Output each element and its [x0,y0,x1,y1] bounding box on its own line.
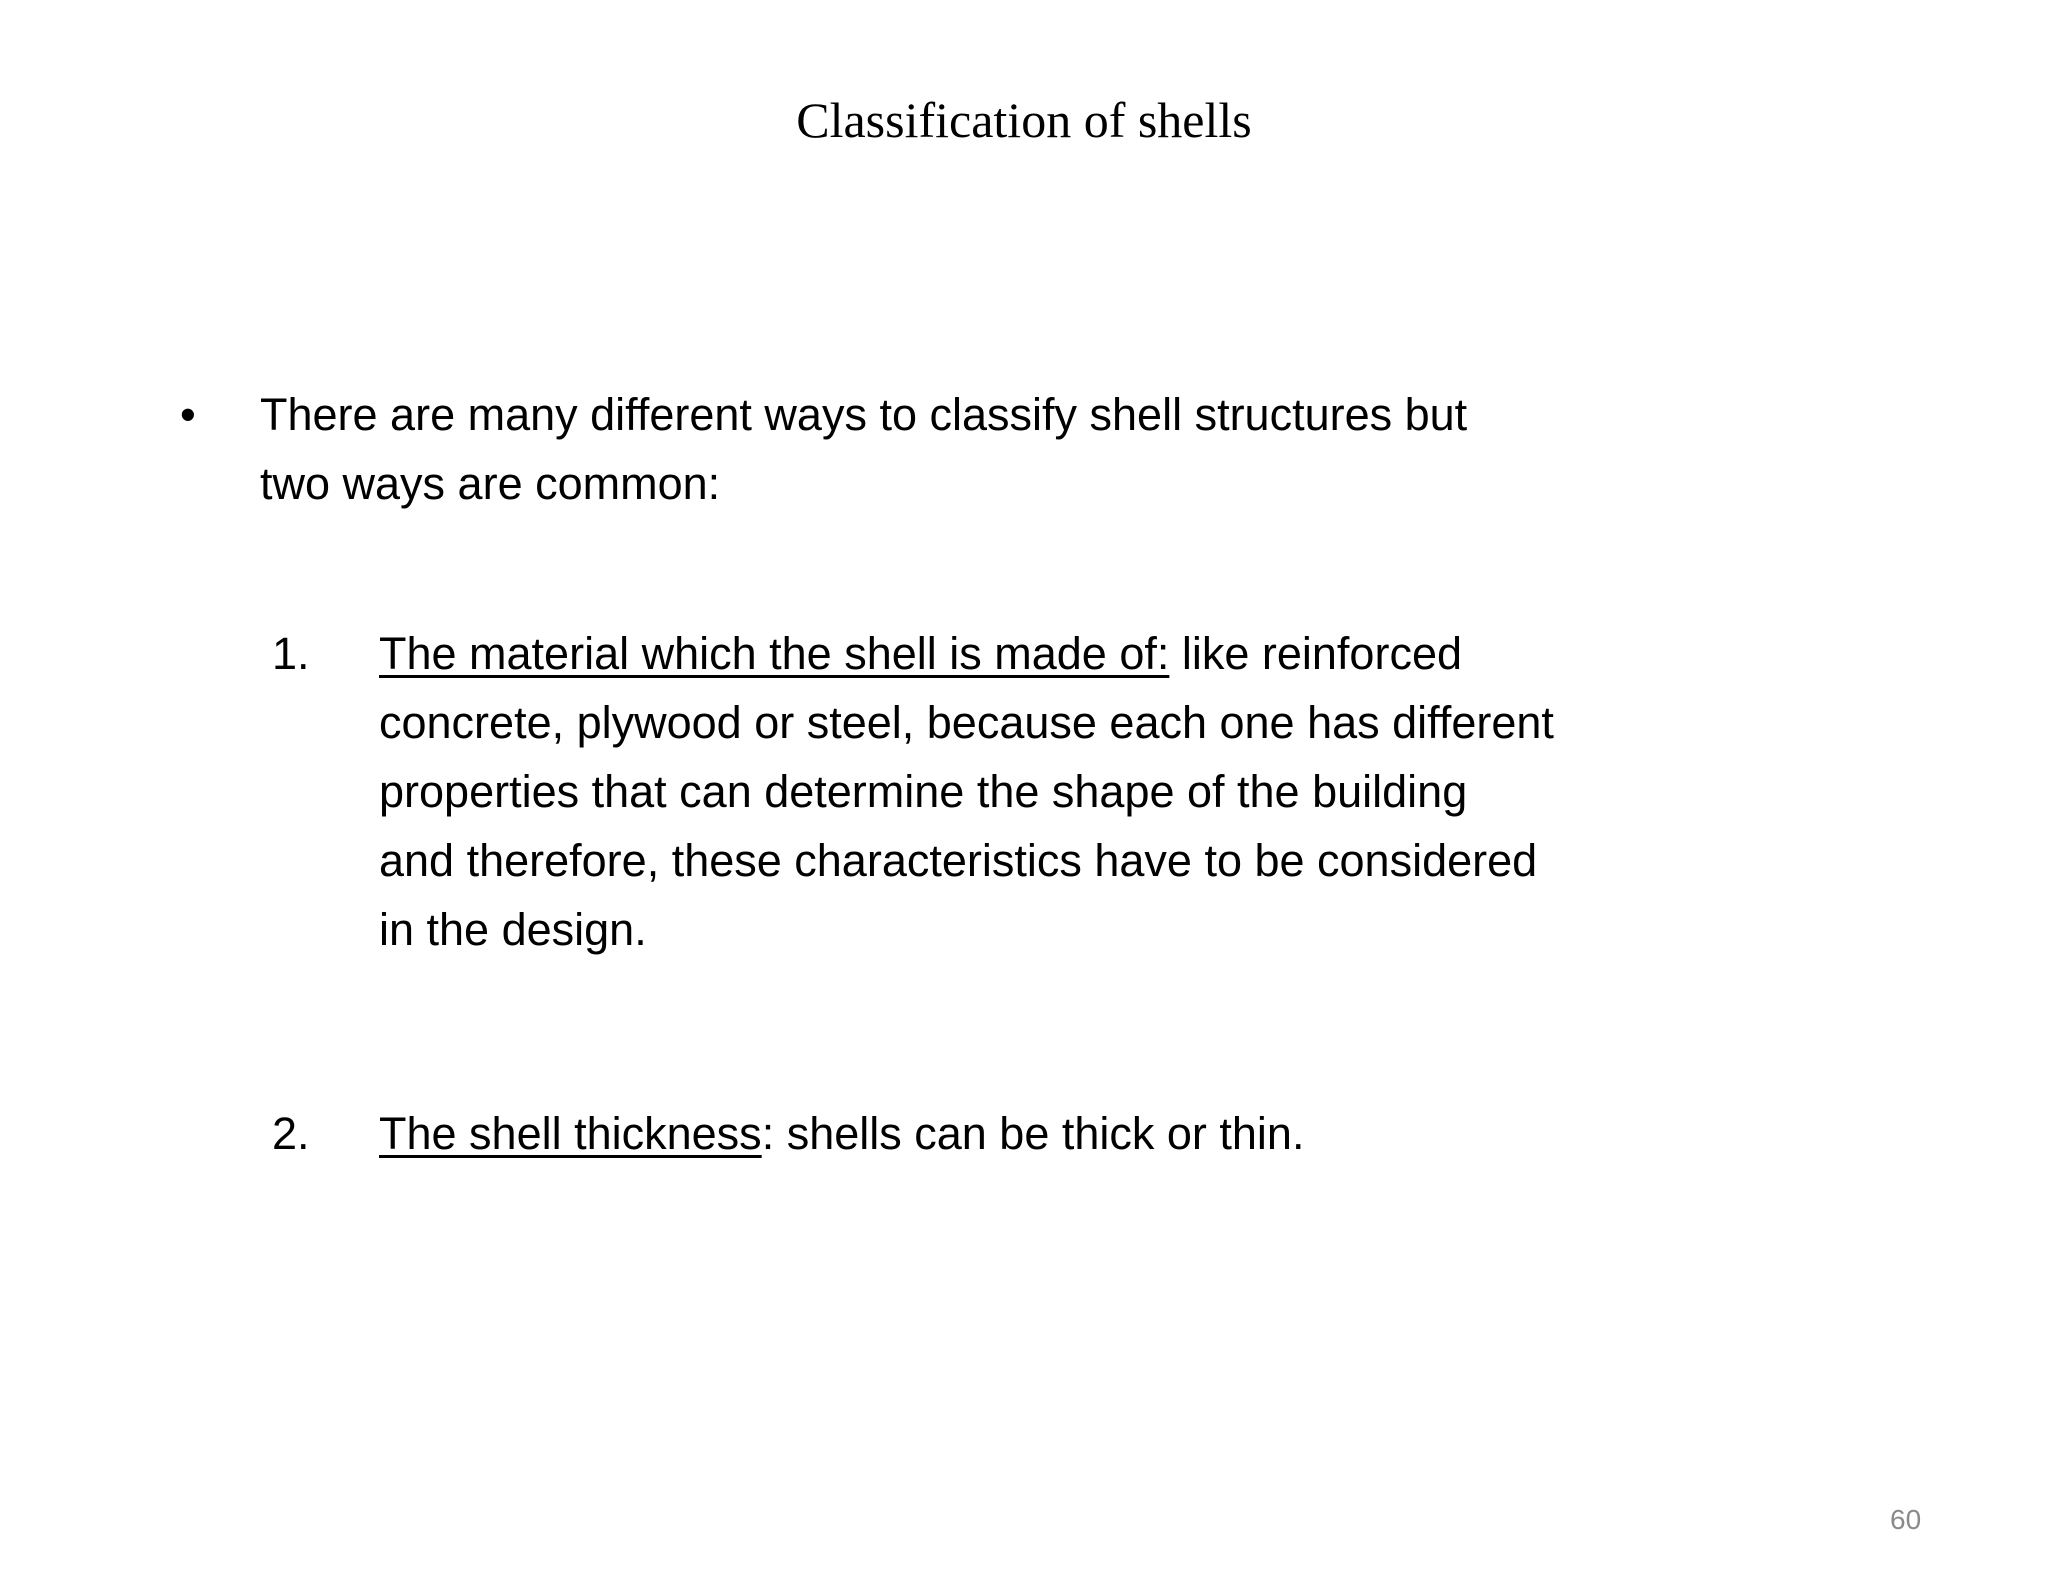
item-text: : shells can be thick or thin. [761,1108,1305,1159]
item-text-line: in the design. [379,904,647,955]
list-number: 1. [272,628,310,679]
slide-title: Classification of shells [796,92,1252,148]
intro-line: There are many different ways to classify shell structures but [260,389,1468,440]
page-number: 60 [1890,1504,1922,1535]
item-text: like reinforced [1169,628,1462,679]
list-item-material [379,619,1799,964]
list-number: 2. [272,1108,310,1159]
list-item-thickness [379,1099,1799,1168]
bullet-marker: • [180,389,196,440]
item-heading: The shell thickness [379,1108,762,1159]
intro-line: two ways are common: [260,458,721,509]
intro-paragraph [260,380,1760,518]
list-item-first-line [379,619,1799,688]
item-text-line: concrete, plywood or steel, because each one has different [379,697,1554,748]
list-item-first-line [379,1099,1799,1168]
item-text-line: and therefore, these characteristics have to be considered [379,835,1538,886]
item-text-line: properties that can determine the shape of the building [379,766,1468,817]
item-heading: The material which the shell is made of: [379,628,1170,679]
